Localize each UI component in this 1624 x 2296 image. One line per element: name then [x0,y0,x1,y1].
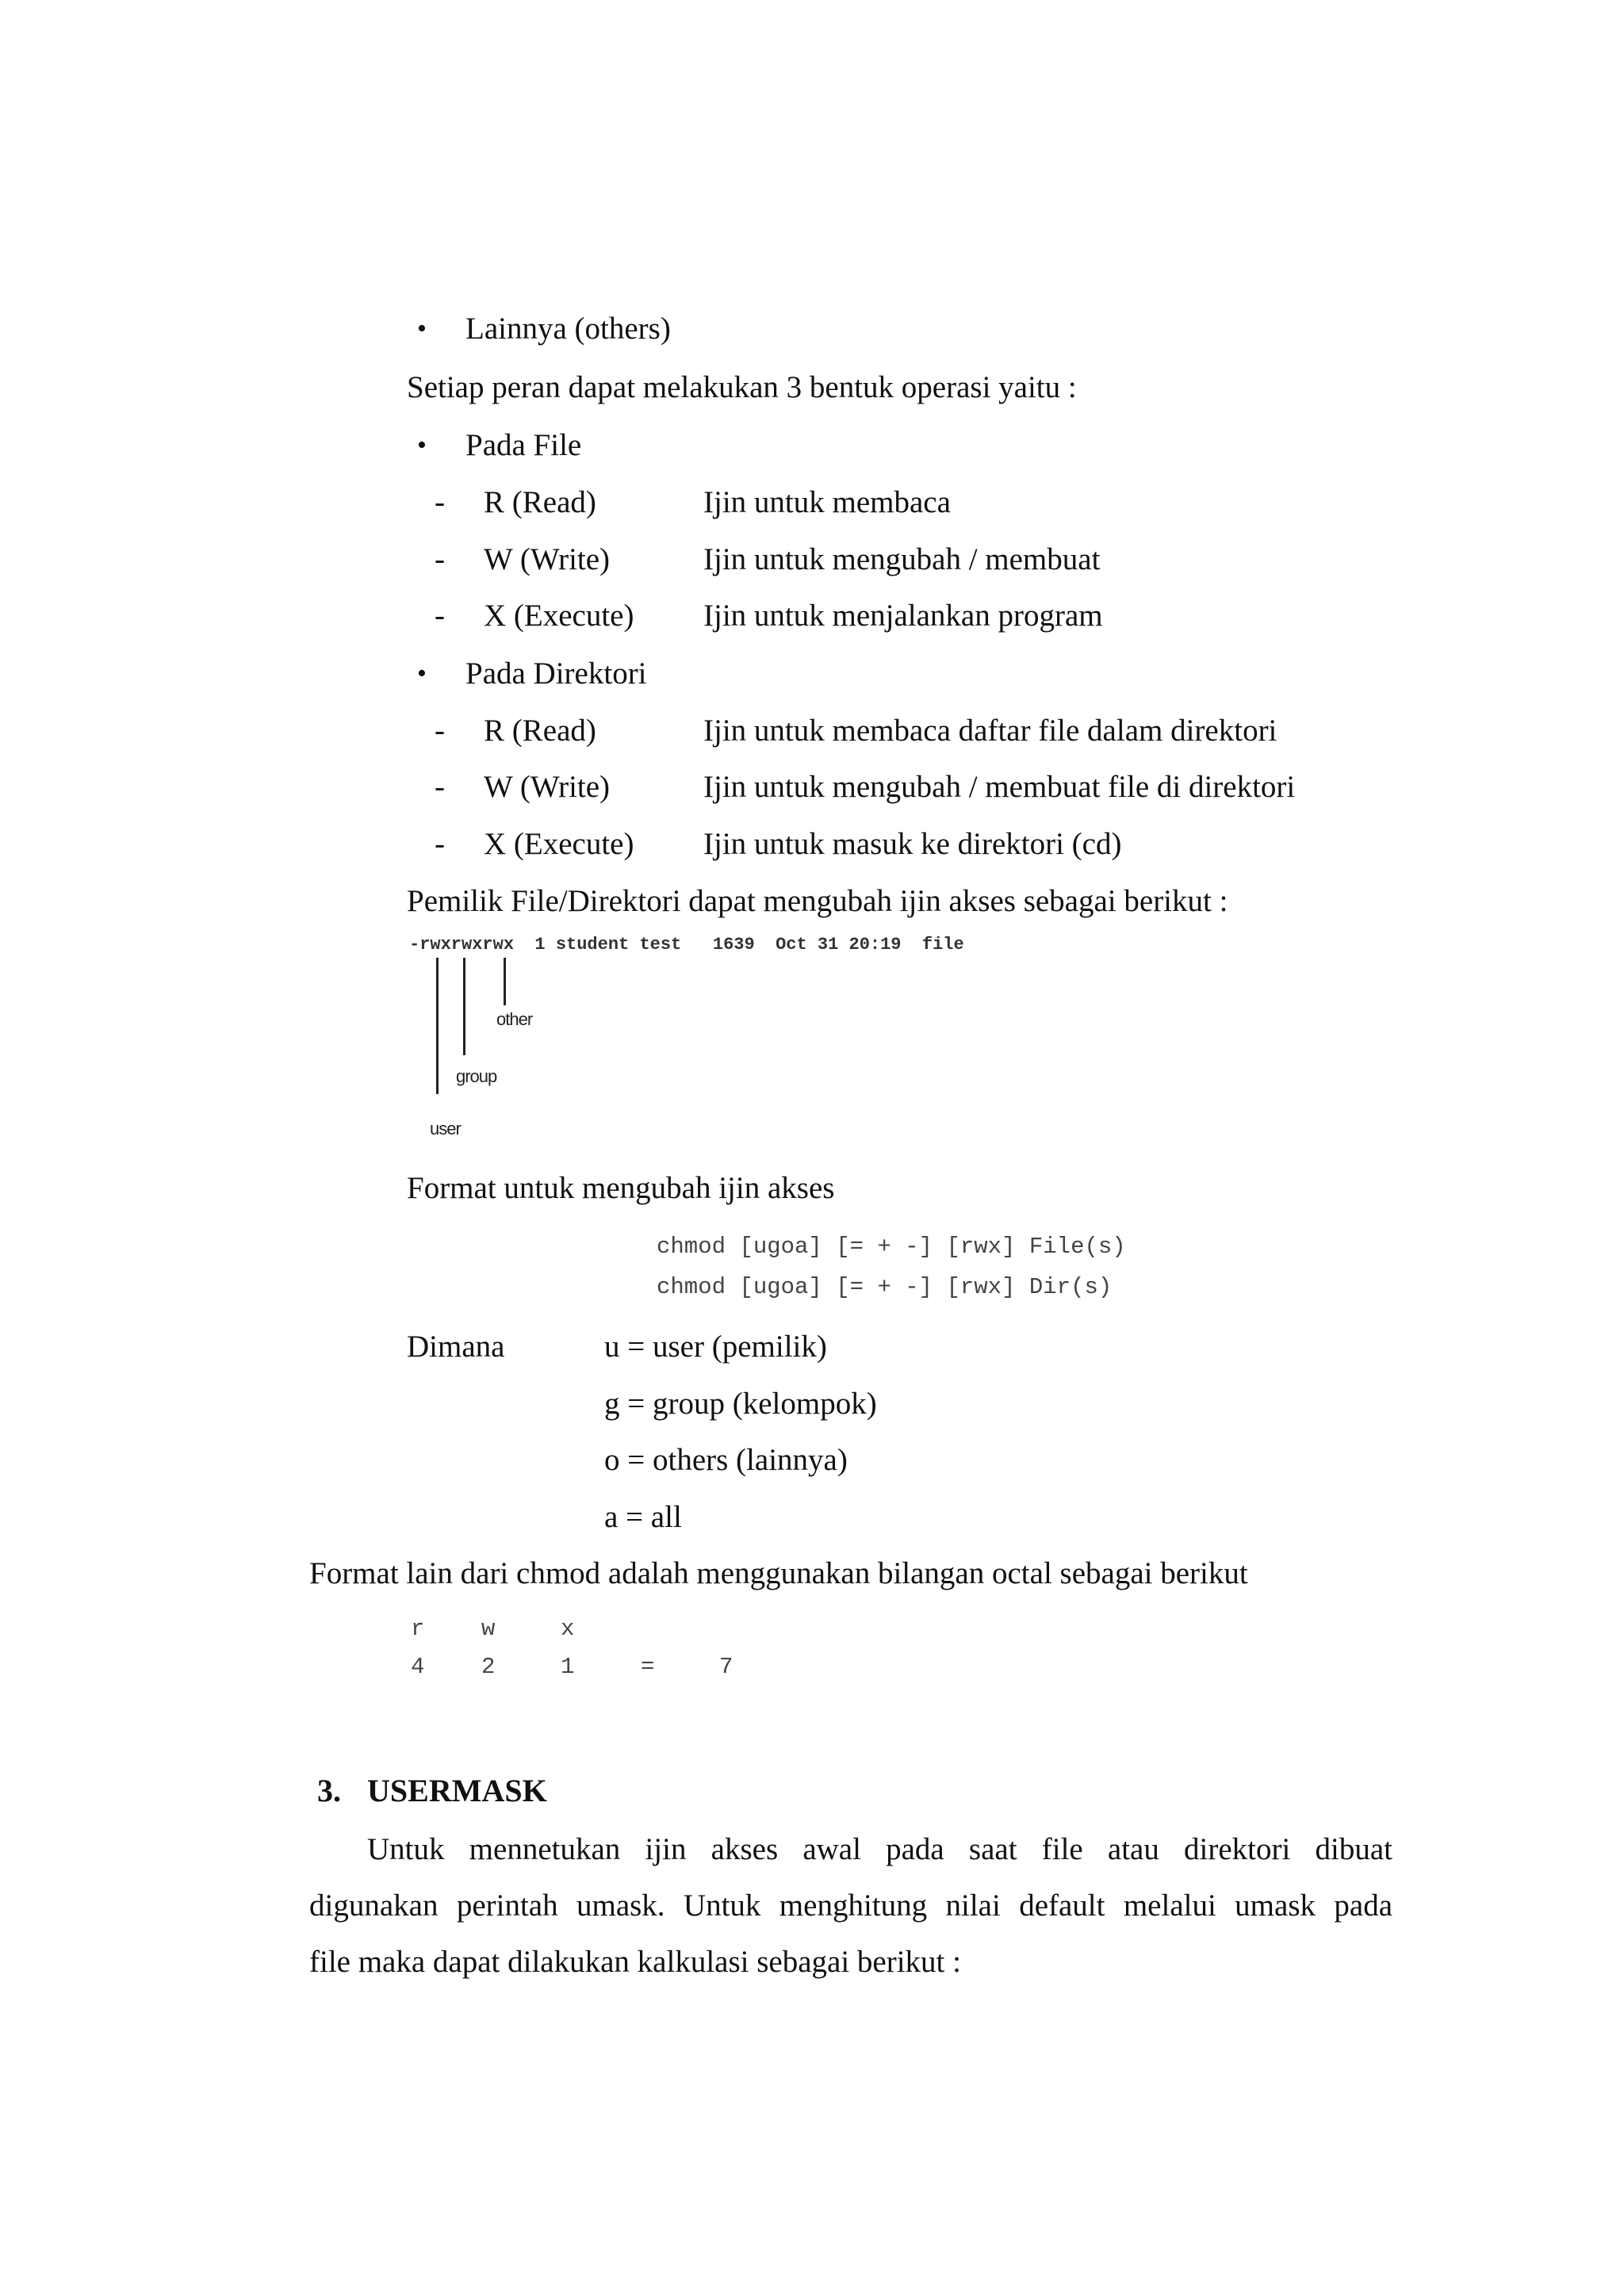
perm-desc: Ijin untuk mengubah / membuat [703,542,1101,576]
octal-w: w [481,1616,496,1642]
octal-7: 7 [719,1654,733,1680]
section-title: USERMASK [367,1773,547,1808]
dash-icon: - [435,714,445,748]
label-group: group [456,1066,497,1086]
chmod-line: chmod [ugoa] [= + -] [rwx] Dir(s) [657,1274,1113,1300]
label-other: other [496,1009,533,1029]
dash-icon: - [435,827,445,861]
perm-desc: Ijin untuk membaca [703,485,951,519]
bullet-icon: • [417,659,427,688]
dimana-item: o = others (lainnya) [604,1443,848,1477]
section-number: 3. [317,1773,341,1808]
perm-name: R (Read) [484,485,596,519]
perm-desc: Ijin untuk menjalankan program [703,599,1103,633]
octal-x: x [561,1616,575,1642]
perm-desc: Ijin untuk masuk ke direktori (cd) [703,827,1122,861]
perm-name: W (Write) [484,770,611,804]
bullet-pada-file: Pada File [465,428,582,462]
dash-icon: - [435,542,445,576]
octal-4: 4 [411,1654,425,1680]
chmod-line: chmod [ugoa] [= + -] [rwx] File(s) [657,1234,1126,1260]
octal-1: 1 [561,1654,575,1680]
dimana-item: g = group (kelompok) [604,1387,877,1421]
perm-desc: Ijin untuk mengubah / membuat file di direktori [703,770,1296,804]
bullet-pada-direktori: Pada Direktori [465,656,647,691]
dimana-item: a = all [604,1500,682,1534]
dimana-label: Dimana [407,1330,505,1364]
other-pointer-line [504,958,506,1005]
perm-name: X (Execute) [484,599,634,633]
format-text: Format untuk mengubah ijin akses [407,1171,835,1205]
paragraph-line: Untuk mennetukan ijin akses awal pada saat file atau direktori dibuat [367,1832,1392,1866]
user-pointer-line [436,958,439,1094]
octal-2: 2 [481,1654,496,1680]
octal-text: Format lain dari chmod adalah menggunakan bilangan octal sebagai berikut [309,1556,1248,1590]
dash-icon: - [435,485,445,519]
bullet-icon: • [417,314,427,343]
bullet-icon: • [417,430,427,460]
bullet-others: Lainnya (others) [465,312,671,346]
ls-listing-line: -rwxrwxrwx 1 student test 1639 Oct 31 20:19 file [409,935,964,955]
perm-name: R (Read) [484,714,596,748]
owner-text: Pemilik File/Direktori dapat mengubah ijin akses sebagai berikut : [407,884,1228,918]
dimana-item: u = user (pemilik) [604,1330,827,1364]
perm-name: X (Execute) [484,827,634,861]
octal-equals: = [641,1654,655,1680]
paragraph-line: file maka dapat dilakukan kalkulasi sebagai berikut : [309,1945,961,1979]
dash-icon: - [435,770,445,804]
perm-name: W (Write) [484,542,611,576]
octal-r: r [411,1616,425,1642]
label-user: user [430,1119,461,1138]
group-pointer-line [463,958,465,1055]
dash-icon: - [435,599,445,633]
intro-ops-text: Setiap peran dapat melakukan 3 bentuk operasi yaitu : [407,370,1077,404]
paragraph-line: digunakan perintah umask. Untuk menghitung nilai default melalui umask pada [309,1888,1392,1923]
perm-desc: Ijin untuk membaca daftar file dalam direktori [703,714,1277,748]
